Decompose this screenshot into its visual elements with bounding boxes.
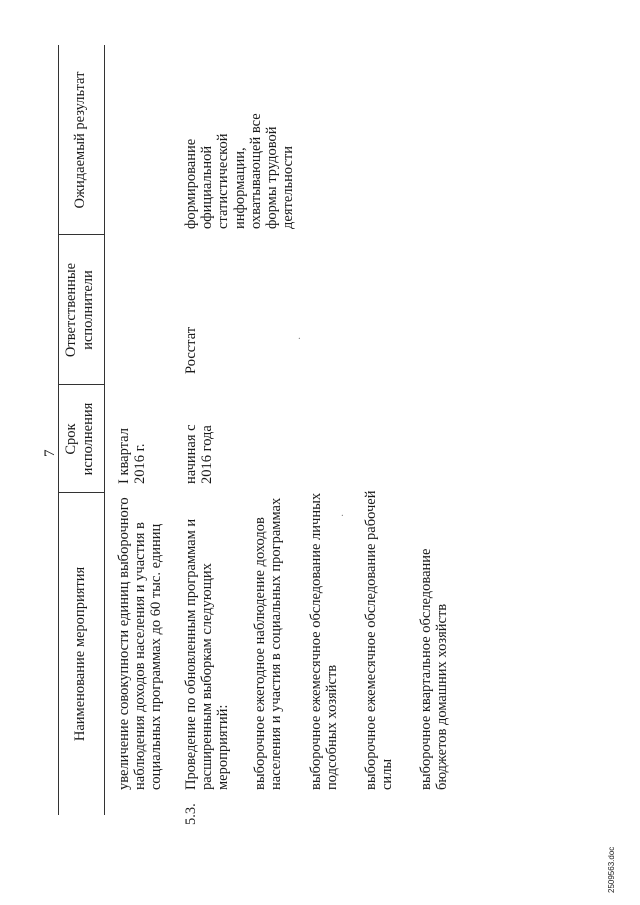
sub-item-3-line2: силы xyxy=(379,758,396,790)
row2-number: 5.3. xyxy=(183,803,199,825)
page-number: 7 xyxy=(42,449,58,457)
sub-item-3-line1: выборочное ежемесячное обследование рабочей xyxy=(363,490,379,790)
header-result: Ожидаемый результат xyxy=(72,71,88,209)
sub-item-1 xyxy=(252,480,284,790)
header-executors-line2: исполнители xyxy=(80,270,96,350)
row2-result-line4: информации, xyxy=(231,147,248,229)
sub-item-2 xyxy=(308,480,340,790)
scan-speck: · xyxy=(338,513,349,517)
row1-deadline xyxy=(116,389,148,484)
sub-item-1-line1: выборочное ежегодное наблюдение доходов xyxy=(252,517,268,790)
row2-executor: Росстат xyxy=(183,326,199,374)
sub-item-1-line2: населения и участия в социальных программах xyxy=(268,497,285,790)
row2-deadline-line2: 2016 года xyxy=(199,425,216,484)
row1-name xyxy=(116,490,165,790)
row2-deadline xyxy=(183,389,215,484)
row2-name-line1: Проведение по обновленным программам и xyxy=(183,518,199,790)
row2-result-line7: деятельности xyxy=(280,145,297,229)
header-executors-line1: Ответственные xyxy=(63,262,79,358)
table-top-border xyxy=(58,45,59,815)
table-header-border xyxy=(104,45,105,815)
row2-name-line2: расширенным выборкам следующих xyxy=(199,563,216,790)
row1-deadline-line2: 2016 г. xyxy=(132,443,149,484)
header-deadline-line1: Срок xyxy=(63,423,79,455)
row1-name-line3: социальных программах до 60 тыс. единиц xyxy=(148,523,165,790)
sub-item-3 xyxy=(363,480,395,790)
row1-name-line1: увеличение совокупности единиц выборочного xyxy=(116,497,132,790)
header-deadline-line2: исполнения xyxy=(80,402,96,476)
row1-deadline-line1: I квартал xyxy=(116,428,132,484)
row2-result-line1: формирование xyxy=(183,138,199,229)
sub-item-4-line2: бюджетов домашних хозяйств xyxy=(434,603,451,790)
row2-name-line3: мероприятий: xyxy=(215,704,232,790)
header-deadline xyxy=(63,385,97,493)
row2-deadline-line1: начиная с xyxy=(183,424,199,484)
sub-item-4 xyxy=(418,480,450,790)
header-executors xyxy=(63,235,97,385)
footer-filename: 2509563.doc xyxy=(607,846,616,893)
row2-result-line2: официальной xyxy=(199,145,216,229)
sub-item-2-line1: выборочное ежемесячное обследование личных xyxy=(308,492,324,790)
scan-speck: · xyxy=(295,336,306,340)
row2-result-line5: охватывающей все xyxy=(247,113,264,229)
row1-name-line2: наблюдения доходов населения и участия в xyxy=(132,522,149,790)
row2-result-line6: формы трудовой xyxy=(264,126,281,229)
header-name: Наименование мероприятия xyxy=(72,566,88,742)
row2-result-line3: статистической xyxy=(215,133,232,229)
sub-item-2-line2: подсобных хозяйств xyxy=(324,664,341,790)
row2-name xyxy=(183,490,232,790)
row2-result xyxy=(183,49,296,229)
sub-item-4-line1: выборочное квартальное обследование xyxy=(418,548,434,790)
